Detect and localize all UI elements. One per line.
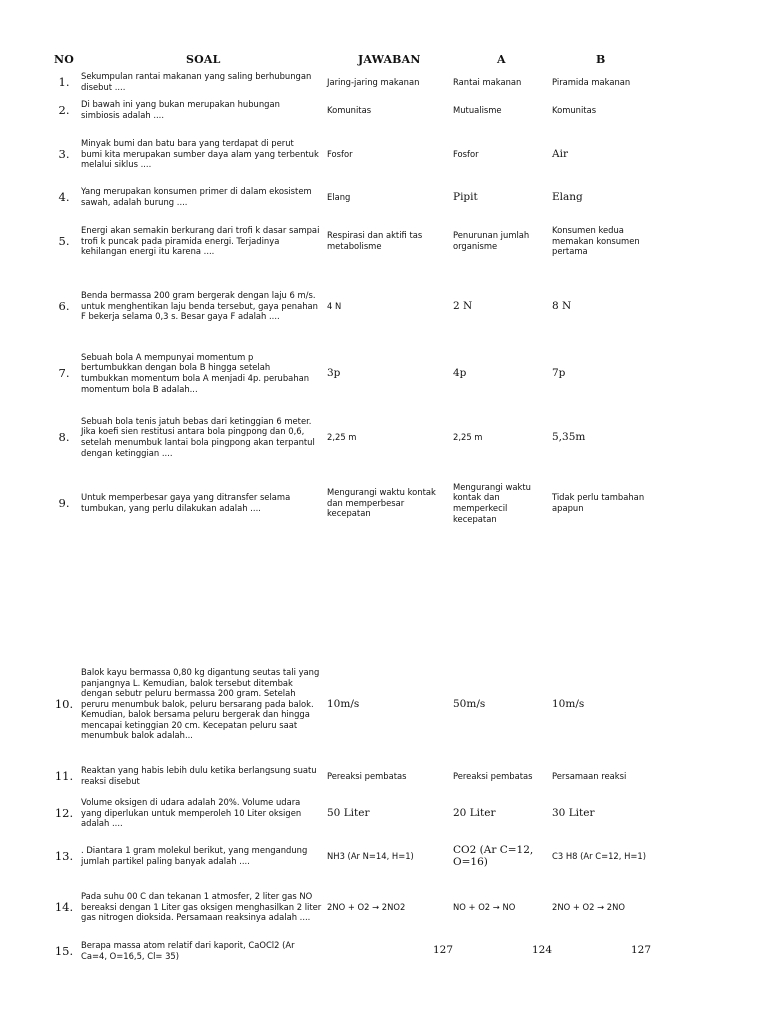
option-b-text: 2NO + O2 → 2NO xyxy=(552,901,625,912)
question-text: Sekumpulan rantai makanan yang saling berhubungan disebut .... xyxy=(81,71,312,92)
option-b-text: 5,35m xyxy=(552,431,586,443)
answer-text: 50 Liter xyxy=(327,807,370,819)
table-row xyxy=(0,185,768,209)
answer-text: Komunitas xyxy=(327,104,372,115)
row-number: 4. xyxy=(58,190,70,204)
header-no: NO xyxy=(54,53,75,66)
option-b-text: Tidak perlu tambahan apapun xyxy=(552,492,645,513)
answer-text: Respirasi dan aktifi tas metabolisme xyxy=(327,230,423,251)
answer-text: 2,25 m xyxy=(327,431,357,442)
header-a: A xyxy=(497,53,506,66)
option-b-text: 10m/s xyxy=(552,698,585,710)
question-text: Energi akan semakin berkurang dari trofi k dasar sampai trofi k puncak pada piramida energi. Terjadinya kehilangan energi itu karena .... xyxy=(81,225,320,257)
question-text: Minyak bumi dan batu bara yang terdapat di perut bumi kita merupakan sumber daya alam yang terbentuk melalui siklus .... xyxy=(81,138,319,170)
row-number: 10. xyxy=(54,697,74,711)
answer-text: NH3 (Ar N=14, H=1) xyxy=(327,850,414,861)
option-b-text: 8 N xyxy=(552,300,572,312)
question-text: Volume oksigen di udara adalah 20%. Volume udara yang diperlukan untuk memperoleh 10 Liter oksigen adalah .... xyxy=(81,797,302,829)
header-b: B xyxy=(596,53,606,66)
option-a-text: Penurunan jumlah organisme xyxy=(453,230,530,251)
answer-text: 10m/s xyxy=(327,698,360,710)
row-number: 8. xyxy=(58,430,70,444)
answer-text: Elang xyxy=(327,191,351,202)
row-number: 13. xyxy=(54,849,74,863)
option-a-text: Mengurangi waktu kontak dan memperkecil kecepatan xyxy=(453,481,531,524)
header-jawaban: JAWABAN xyxy=(358,53,421,66)
answer-text: 2NO + O2 → 2NO2 xyxy=(327,901,406,912)
row-number: 14. xyxy=(54,900,74,914)
option-b-text: 30 Liter xyxy=(552,807,595,819)
answer-text: Jaring-jaring makanan xyxy=(327,76,420,87)
answer-text: Pereaksi pembatas xyxy=(327,770,407,781)
option-b-text: 127 xyxy=(631,944,652,956)
question-text: Pada suhu 00 C dan tekanan 1 atmosfer, 2 liter gas NO bereaksi dengan 1 Liter gas oksigen menghasilkan 2 liter gas nitrogen dioksida. Persamaan reaksinya adalah .... xyxy=(81,891,322,923)
table-row xyxy=(0,890,768,924)
option-a-text: 20 Liter xyxy=(453,807,496,819)
row-number: 3. xyxy=(58,147,70,161)
row-number: 11. xyxy=(54,769,74,783)
row-number: 15. xyxy=(54,944,74,958)
table-row xyxy=(0,664,768,744)
option-a-text: 124 xyxy=(532,944,553,956)
option-a-text: Mutualisme xyxy=(453,104,502,115)
option-b-text: C3 H8 (Ar C=12, H=1) xyxy=(552,850,646,861)
table-row xyxy=(0,764,768,788)
table-row xyxy=(0,138,768,170)
table-row xyxy=(0,414,768,460)
table-row xyxy=(0,350,768,396)
question-text: Berapa massa atom relatif dari kaporit, CaOCl2 (Ar Ca=4, O=16,5, Cl= 35) xyxy=(81,940,295,961)
question-text: Sebuah bola A mempunyai momentum p bertumbukkan dengan bola B hingga setelah tumbukkan momentum bola A menjadi 4p. perubahan momentum bola B adalah... xyxy=(81,351,310,394)
option-a-text: 4p xyxy=(453,367,467,379)
question-text: Di bawah ini yang bukan merupakan hubungan simbiosis adalah .... xyxy=(81,99,280,120)
question-text: Untuk memperbesar gaya yang ditransfer selama tumbukan, yang perlu dilakukan adalah .... xyxy=(81,492,291,513)
option-a-text: Pereaksi pembatas xyxy=(453,770,533,781)
row-number: 7. xyxy=(58,366,70,380)
option-a-text: 50m/s xyxy=(453,698,486,710)
table-row xyxy=(0,70,768,94)
row-number: 6. xyxy=(58,299,70,313)
question-text: Yang merupakan konsumen primer di dalam ekosistem sawah, adalah burung .... xyxy=(81,186,312,207)
row-number: 12. xyxy=(54,806,74,820)
option-b-text: Komunitas xyxy=(552,104,597,115)
question-text: Balok kayu bermassa 0,80 kg digantung seutas tali yang panjangnya L. Kemudian, balok tersebut ditembak dengan sebutr peluru bermassa 200 gram. Setelah peruru menumbuk balok, peluru bersarang pada balok. Kemudian, balok bersama peluru bergerak dan hingga mencapai ketinggian 20 cm. Kecepatan peluru saat menumbuk balok adalah... xyxy=(81,666,320,741)
question-text: . Diantara 1 gram molekul berikut, yang mengandung jumlah partikel paling banyak adalah .... xyxy=(81,845,308,866)
table-row xyxy=(0,289,768,323)
row-number: 9. xyxy=(58,496,70,510)
option-b-text: Piramida makanan xyxy=(552,76,631,87)
option-a-text: 2,25 m xyxy=(453,431,483,442)
option-a-text: Rantai makanan xyxy=(453,76,522,87)
option-b-text: Konsumen kedua memakan konsumen pertama xyxy=(552,225,640,257)
header-soal: SOAL xyxy=(186,53,221,66)
answer-text: Mengurangi waktu kontak dan memperbesar kecepatan xyxy=(327,487,436,519)
question-text: Sebuah bola tenis jatuh bebas dari ketinggian 6 meter. Jika koefi sien restitusi antara bola pingpong dan 0,6, setelah menumbuk lantai bola pingpong akan terpantul dengan ketinggian .... xyxy=(81,415,315,458)
option-a-text: NO + O2 → NO xyxy=(453,901,516,912)
option-a-text: CO2 (Ar C=12, O=16) xyxy=(453,844,534,868)
table-row xyxy=(0,842,768,870)
table-row xyxy=(0,939,768,963)
option-b-text: Persamaan reaksi xyxy=(552,770,627,781)
option-a-text: 2 N xyxy=(453,300,473,312)
answer-text: Fosfor xyxy=(327,148,353,159)
table-row xyxy=(0,98,768,122)
answer-text: 3p xyxy=(327,367,341,379)
answer-text: 127 xyxy=(433,944,454,956)
option-b-text: 7p xyxy=(552,367,566,379)
row-number: 5. xyxy=(58,234,70,248)
option-b-text: Elang xyxy=(552,191,583,203)
question-text: Reaktan yang habis lebih dulu ketika berlangsung suatu reaksi disebut xyxy=(81,765,317,786)
answer-text: 4 N xyxy=(327,300,342,311)
option-a-text: Fosfor xyxy=(453,148,479,159)
row-number: 1. xyxy=(58,75,70,89)
option-b-text: Air xyxy=(552,148,568,160)
option-a-text: Pipit xyxy=(453,191,478,203)
row-number: 2. xyxy=(58,103,70,117)
question-text: Benda bermassa 200 gram bergerak dengan laju 6 m/s. untuk menghentikan laju benda tersebut, gaya penahan F bekerja selama 0,3 s. Besar gaya F adalah .... xyxy=(81,290,318,322)
table-row xyxy=(0,479,768,527)
table-row xyxy=(0,796,768,830)
table-row xyxy=(0,224,768,258)
